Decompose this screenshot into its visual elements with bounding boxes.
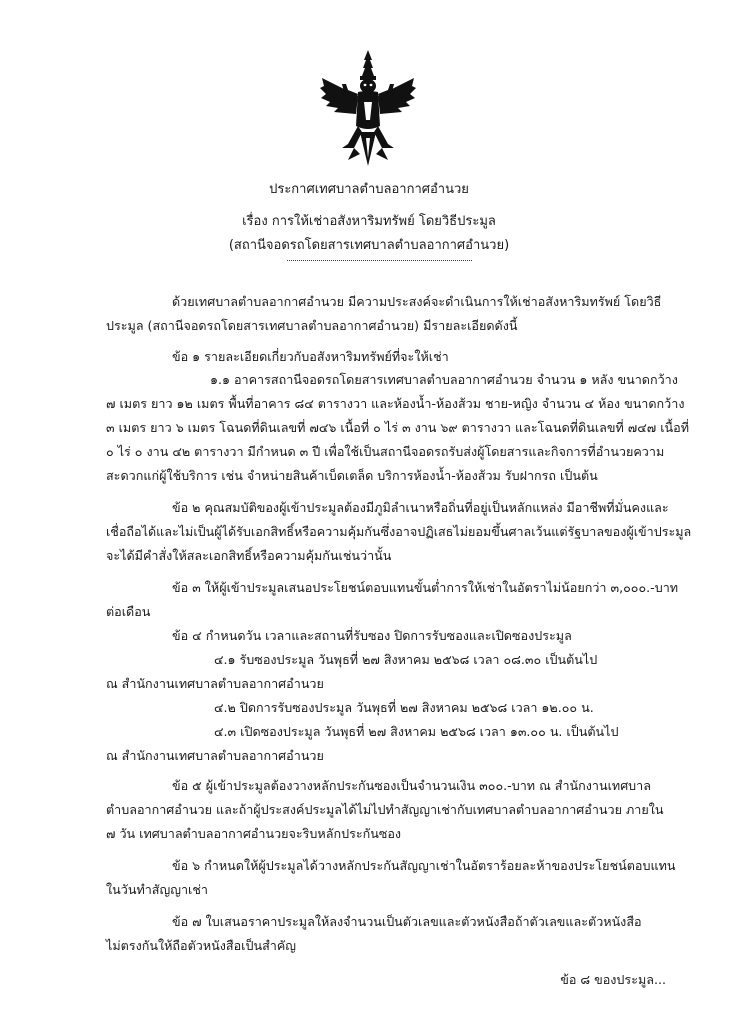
clause-4-3-place: ณ สำนักงานเทศบาลตำบลอากาศอำนวย <box>106 748 324 763</box>
clause-2-line-2: เชื่อถือได้และไม่เป็นผู้ได้รับเอกสิทธิ์หรือความคุ้มกันซึ่งอาจปฏิเสธไม่ยอมขึ้นศาลเว้นแต่รัฐบาลของผู้เข้าประมูล <box>106 524 692 539</box>
garuda-emblem-icon <box>318 48 418 170</box>
clause-4-3: ๔.๓ เปิดซองประมูล วันพุธที่ ๒๗ สิงหาคม ๒๕๖๘ เวลา ๑๓.๐๐ น. เป็นต้นไป <box>214 724 619 739</box>
clause-3-line-2: ต่อเดือน <box>106 604 151 619</box>
clause-3-line-1: ข้อ ๓ ให้ผู้เข้าประมูลเสนอประโยชน์ตอบแทนขั้นต่ำการให้เช่าในอัตราไม่น้อยกว่า ๓,๐๐๐.-บาท <box>172 580 679 595</box>
clause-2-line-3: จะได้มีคำสั่งให้สละเอกสิทธิ์หรือความคุ้มกันเช่นว่านั้น <box>106 548 392 563</box>
intro-line-2: ประมูล (สถานีจอดรถโดยสารเทศบาลตำบลอากาศอำนวย) มีรายละเอียดดังนี้ <box>106 318 518 333</box>
clause-1-1-line-5: สะดวกแก่ผู้ใช้บริการ เช่น จำหน่ายสินค้าเบ็ดเตล็ด บริการห้องน้ำ-ห้องส้วม รับฝากรถ เป็นต้น <box>106 468 598 483</box>
clause-1-1-line-3: ๓ เมตร ยาว ๖ เมตร โฉนดที่ดินเลขที่ ๗๔๖ เนื้อที่ ๐ ไร่ ๓ งาน ๖๙ ตารางวา และโฉนดที่ดินเลขที่ ๗๔๗ เนื้อที่ <box>106 420 690 435</box>
continuation-reference: ข้อ ๘ ของประมูล... <box>560 972 666 987</box>
intro-line-1: ด้วยเทศบาลตำบลอากาศอำนวย มีความประสงค์จะดำเนินการให้เช่าอสังหาริมทรัพย์ โดยวิธี <box>172 294 662 309</box>
clause-7-line-2: ไม่ตรงกันให้ถือตัวหนังสือเป็นสำคัญ <box>106 938 296 953</box>
clause-1-1-line-4: ๐ ไร่ ๐ งาน ๔๒ ตารางวา มีกำหนด ๓ ปี เพื่อใช้เป็นสถานีจอดรถรับส่งผู้โดยสารและกิจการที่อำนวยความ <box>106 444 665 459</box>
clause-6-line-1: ข้อ ๖ กำหนดให้ผู้ประมูลได้วางหลักประกันสัญญาเช่าในอัตราร้อยละห้าของประโยชน์ตอบแทน <box>172 858 676 873</box>
subject-note: (สถานีจอดรถโดยสารเทศบาลตำบลอากาศอำนวย) <box>228 238 510 253</box>
clause-2-line-1: ข้อ ๒ คุณสมบัติของผู้เข้าประมูลต้องมีภูมิลำเนาหรือถิ่นที่อยู่เป็นหลักแหล่ง มีอาชีพที่มั่นคงและ <box>172 500 669 515</box>
clause-6-line-2: ในวันทำสัญญาเช่า <box>106 882 208 897</box>
clause-1-1-line-2: ๗ เมตร ยาว ๑๒ เมตร พื้นที่อาคาร ๘๔ ตารางวา และห้องน้ำ-ห้องส้วม ชาย-หญิง จำนวน ๔ ห้อง ขนาดกว้าง <box>106 396 685 411</box>
clause-7-line-1: ข้อ ๗ ใบเสนอราคาประมูลให้ลงจำนวนเป็นตัวเลขและตัวหนังสือถ้าตัวเลขและตัวหนังสือ <box>172 914 642 929</box>
clause-4-title: ข้อ ๔ กำหนดวัน เวลาและสถานที่รับซอง ปิดการรับซองและเปิดซองประมูล <box>172 628 572 643</box>
announcement-title: ประกาศเทศบาลตำบลอากาศอำนวย <box>269 182 469 197</box>
clause-4-2: ๔.๒ ปิดการรับซองประมูล วันพุธที่ ๒๗ สิงหาคม ๒๕๖๘ เวลา ๑๒.๐๐ น. <box>214 700 594 715</box>
clause-1-1-line-1: ๑.๑ อาคารสถานีจอดรถโดยสารเทศบาลตำบลอากาศอำนวย จำนวน ๑ หลัง ขนาดกว้าง <box>210 372 678 387</box>
clause-4-1: ๔.๑ รับซองประมูล วันพุธที่ ๒๗ สิงหาคม ๒๕๖๘ เวลา ๐๘.๓๐ เป็นต้นไป <box>214 652 598 667</box>
clause-4-1-place: ณ สำนักงานเทศบาลตำบลอากาศอำนวย <box>106 676 324 691</box>
clause-1-title: ข้อ ๑ รายละเอียดเกี่ยวกับอสังหาริมทรัพย์ที่จะให้เช่า <box>172 349 449 364</box>
clause-5-line-1: ข้อ ๕ ผู้เข้าประมูลต้องวางหลักประกันซองเป็นจำนวนเงิน ๓๐๐.-บาท ณ สำนักงานเทศบาล <box>172 778 651 793</box>
subject-line: เรื่อง การให้เช่าอสังหาริมทรัพย์ โดยวิธีประมูล <box>242 214 496 229</box>
clause-5-line-2: ตำบลอากาศอำนวย และถ้าผู้ประสงค์ประมูลได้ไม่ไปทำสัญญาเช่ากับเทศบาลตำบลอากาศอำนวย ภายใน <box>106 802 664 817</box>
clause-5-line-3: ๗ วัน เทศบาลตำบลอากาศอำนวยจะริบหลักประกันซอง <box>106 826 402 841</box>
separator-line <box>287 260 472 261</box>
